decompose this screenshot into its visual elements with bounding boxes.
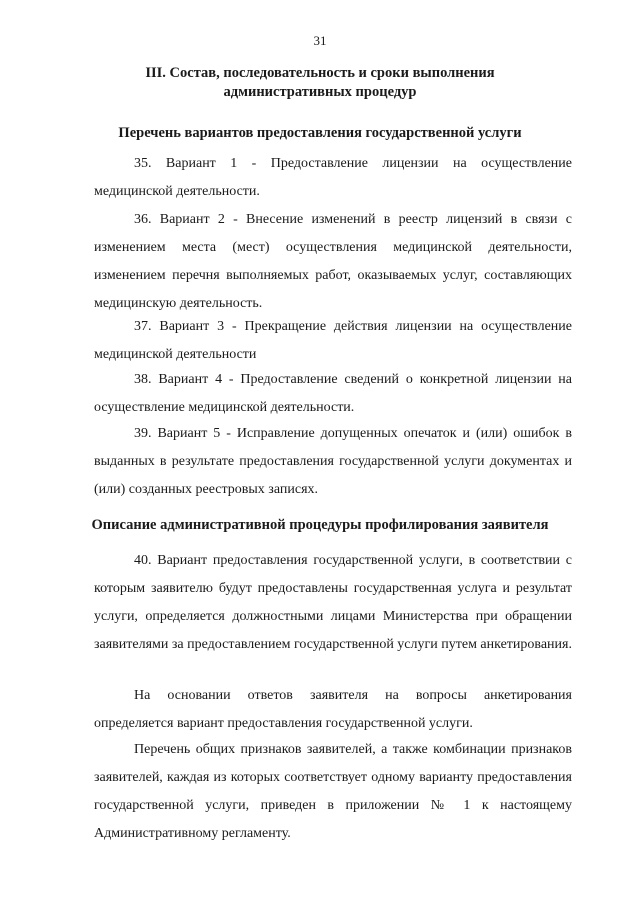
paragraph-38	[94, 366, 572, 422]
section-title	[60, 64, 580, 102]
page-number: 31	[313, 33, 327, 48]
paragraph-35	[94, 150, 572, 206]
paragraph-signs-list-text: Перечень общих признаков заявителей, а также комбинации признаков заявителей, каждая из которых соответствует одному варианту предоставления государственной услуги, приведен в приложении № 1 к настоящему Административному регламенту.	[94, 742, 572, 841]
paragraph-40-text: 40. Вариант предоставления государственной услуги, в соответствии с которым заявителю будут предоставлены государственная услуга и результат услуги, определяется должностными лицами Министерства при обращении заявителями за предоставлением государственной услуги путем анкетирования.	[94, 553, 572, 652]
paragraph-36	[94, 206, 572, 318]
paragraph-signs-list	[94, 736, 572, 848]
subheading-profiling: Описание административной процедуры профилирования заявителя	[91, 517, 549, 533]
paragraph-answers	[94, 682, 572, 738]
paragraph-39-text: 39. Вариант 5 - Исправление допущенных опечаток и (или) ошибок в выданных в результате предоставления государственной услуги документах и (или) созданных реестровых записях.	[94, 426, 572, 497]
paragraph-36-text: 36. Вариант 2 - Внесение изменений в реестр лицензий в связи с изменением места (мест) осуществления медицинской деятельности, изменением перечня выполняемых работ, оказываемых услуг, составляющих медицинскую деятельность.	[94, 212, 572, 311]
paragraph-39	[94, 420, 572, 504]
paragraph-40	[94, 547, 572, 659]
paragraph-37-text: 37. Вариант 3 - Прекращение действия лицензии на осуществление медицинской деятельности	[94, 319, 572, 362]
section-title-line-1: III. Состав, последовательность и сроки выполнения	[145, 65, 495, 81]
subheading-variants: Перечень вариантов предоставления государственной услуги	[118, 125, 522, 141]
paragraph-38-text: 38. Вариант 4 - Предоставление сведений о конкретной лицензии на осуществление медицинской деятельности.	[94, 372, 572, 415]
paragraph-answers-text: На основании ответов заявителя на вопросы анкетирования определяется вариант предоставления государственной услуги.	[94, 688, 572, 731]
paragraph-37	[94, 313, 572, 369]
paragraph-35-text: 35. Вариант 1 - Предоставление лицензии на осуществление медицинской деятельности.	[94, 156, 572, 199]
section-title-line-2: административных процедур	[223, 84, 417, 100]
